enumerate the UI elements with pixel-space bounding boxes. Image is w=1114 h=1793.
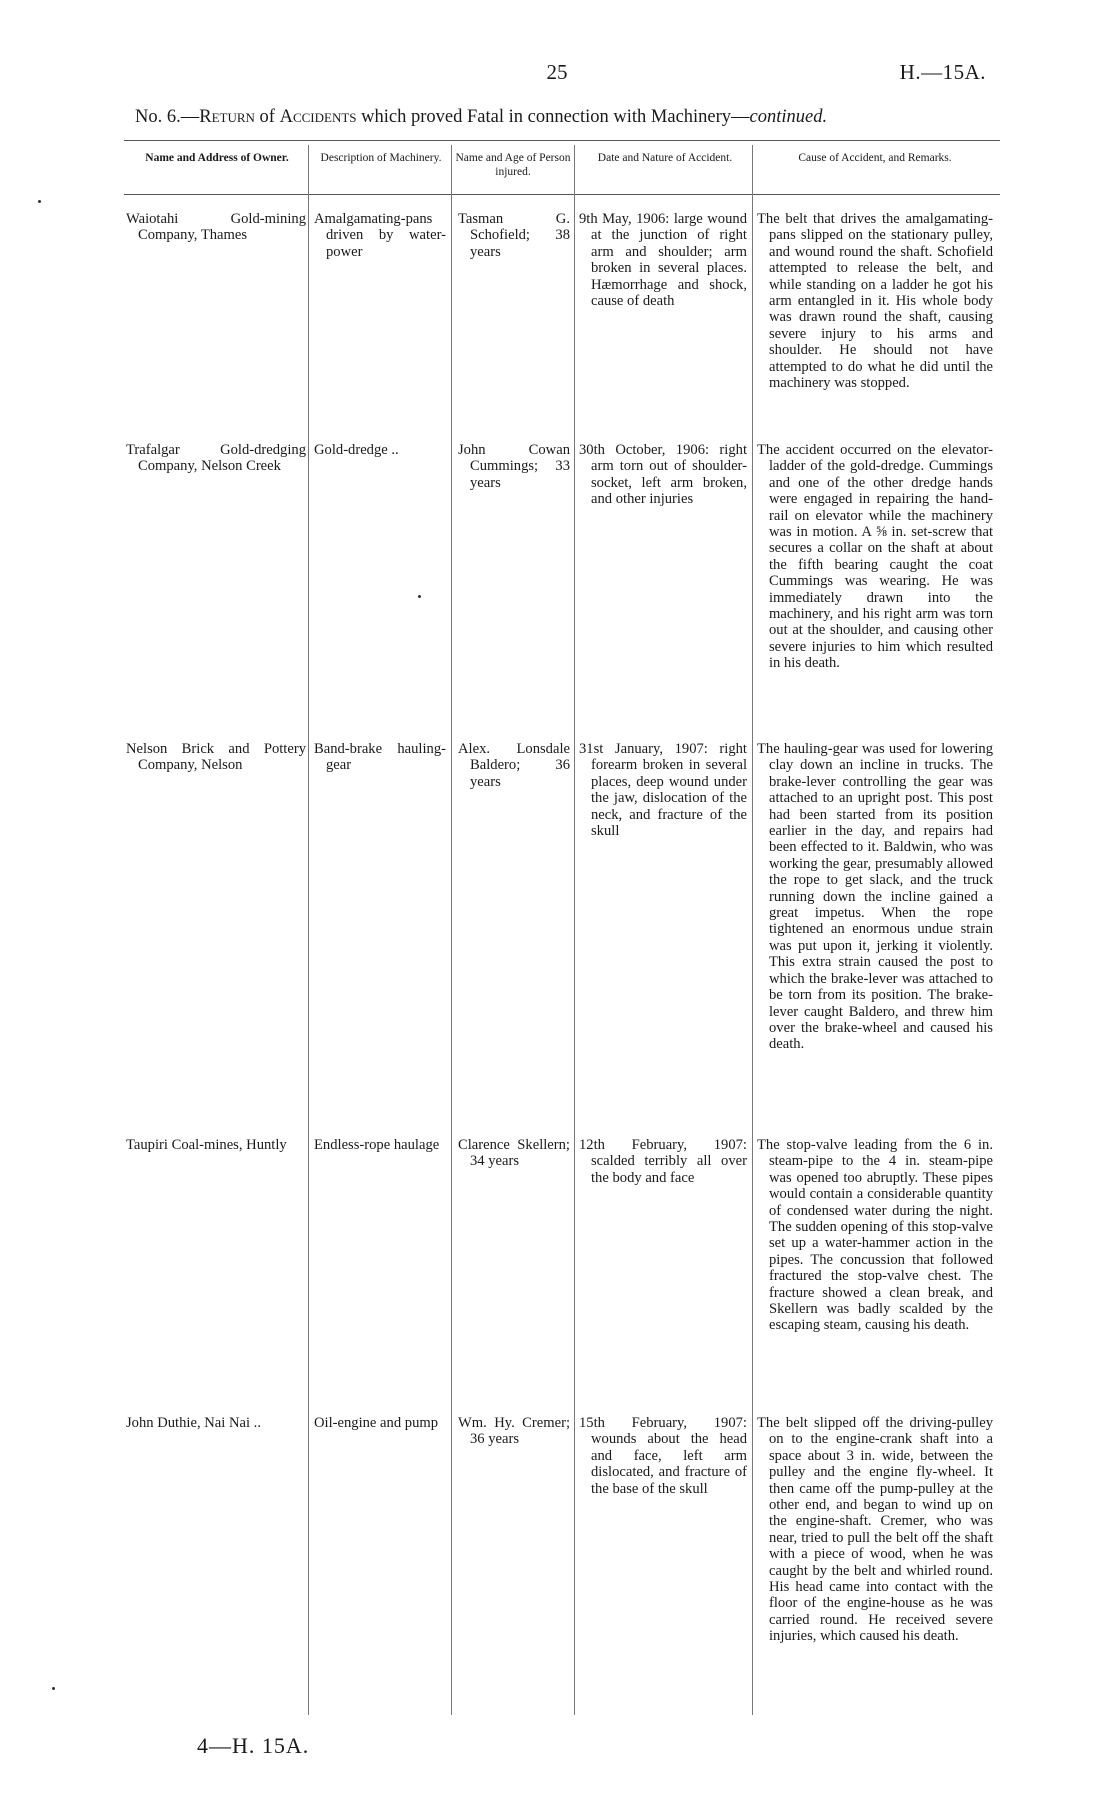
cause-cell: The accident occurred on the elevator-ladder of the gold-dredge. Cummings and one of the other dredge hands were engaged in repairing the hand-rail on elevator while the machinery was in motion. A ⅝ in. set-screw that secures a collar on the shaft at about the fifth bearing caught the coat Cummings was wearing. He was immediately drawn into the machinery, and his right arm was torn out at the shoulder, and causing other severe injuries to him which resulted in his death. (757, 442, 993, 672)
title-main: which proved Fatal in connection with Machinery— (356, 107, 750, 127)
table-title (135, 107, 1005, 128)
machinery-cell: Band-brake hauling-gear (314, 741, 446, 774)
column-header-machinery: Description of Machinery. (320, 152, 442, 164)
title-continued: continued. (749, 107, 828, 127)
margin-speck (52, 1687, 55, 1690)
cause-cell: The hauling-gear was used for lowering clay down an incline in trucks. The brake-lever controlling the gear was attached to an upright post. This post had been started from its position earlier in the day, and repairs had been effected to it. Baldwin, who was working the gear, presumably allowed the rope to get slack, and the truck running down the incline gained a great impetus. When the rope tightened an enormous undue strain was put upon it, jerking it violently. This extra strain caused the post to which the brake-lever was attached to be torn from its position. The brake-lever caught Baldero, and threw him over the brake-wheel and caused his death. (757, 741, 993, 1053)
date-cell: 12th February, 1907: scalded terribly all over the body and face (579, 1137, 747, 1186)
owner-cell: Nelson Brick and Pottery Company, Nelson (126, 741, 306, 774)
owner-cell: Waiotahi Gold-mining Company, Thames (126, 211, 306, 244)
column-header-person: Name and Age of Person injured. (455, 152, 571, 178)
person-cell: John Cowan Cummings; 33 years (458, 442, 570, 491)
person-cell: Wm. Hy. Cremer; 36 years (458, 1415, 570, 1448)
machinery-cell: Amalgamating-pans driven by water-power (314, 211, 446, 260)
footer-signature: 4—H. 15A. (197, 1733, 310, 1758)
margin-speck (38, 200, 41, 203)
column-header-cause: Cause of Accident, and Remarks. (798, 152, 952, 164)
margin-speck (418, 595, 421, 598)
machinery-cell: Oil-engine and pump (314, 1415, 439, 1431)
date-cell: 9th May, 1906: large wound at the junction of right arm and shoulder; arm broken in several places. Hæmorrhage and shock, cause of death (579, 211, 747, 310)
person-cell: Alex. Lonsdale Baldero; 36 years (458, 741, 570, 790)
date-cell: 30th October, 1906: right arm torn out of shoulder-socket, left arm broken, and other injuries (579, 442, 747, 508)
date-cell: 15th February, 1907: wounds about the head and face, left arm dislocated, and fracture of the base of the skull (579, 1415, 747, 1497)
machinery-cell: Gold-dredge .. (314, 442, 399, 458)
owner-cell: John Duthie, Nai Nai .. (126, 1415, 261, 1431)
cause-cell: The belt that drives the amalgamating-pans slipped on the stationary pulley, and wound round the shaft. Schofield attempted to release the belt, and while standing on a ladder he got his arm entangled in it. His whole body was drawn round the shaft, causing severe injury to his arms and shoulder. He should not have attempted to do what he did until the machinery was stopped. (757, 211, 993, 392)
column-divider (574, 145, 575, 1715)
column-header-owner: Name and Address of Owner. (145, 152, 289, 164)
machinery-cell: Endless-rope haulage (314, 1137, 440, 1153)
person-cell: Tasman G. Schofield; 38 years (458, 211, 570, 260)
date-cell: 31st January, 1907: right forearm broken in several places, deep wound under the jaw, dislocation of the neck, and fracture of the skull (579, 741, 747, 840)
title-accidents: Accidents (279, 107, 357, 127)
person-cell: Clarence Skellern; 34 years (458, 1137, 570, 1170)
header-rule (124, 194, 1000, 195)
owner-cell: Taupiri Coal-mines, Huntly (126, 1137, 287, 1153)
title-of: of (254, 107, 280, 127)
column-divider (451, 145, 452, 1715)
cause-cell: The stop-valve leading from the 6 in. steam-pipe to the 4 in. steam-pipe was opened too abruptly. These pipes would contain a considerable quantity of condensed water during the night. The sudden opening of this stop-valve set up a water-hammer action in the pipes. The concussion that followed fractured the stop-valve chest. The fracture showed a clean break, and Skellern was badly scalded by the escaping steam, causing his death. (757, 1137, 993, 1334)
cause-cell: The belt slipped off the driving-pulley on to the engine-crank shaft into a space about 3 in. wide, between the pulley and the engine fly-wheel. It then came off the pump-pulley at the other end, and began to wind up on the engine-shaft. Cremer, who was near, tried to pull the belt off the shaft with a piece of wood, when he was caught by the belt and whirled round. His head came into contact with the floor of the engine-house as he was carried round. He received severe injuries, which caused his death. (757, 1415, 993, 1645)
title-prefix: No. 6.— (135, 107, 200, 127)
page-number: 25 (546, 60, 568, 84)
title-return: Return (199, 107, 255, 127)
column-divider (752, 145, 753, 1715)
top-rule (124, 140, 1000, 141)
document-reference: H.—15A. (899, 60, 986, 84)
owner-cell: Trafalgar Gold-dredging Company, Nelson Creek (126, 442, 306, 475)
column-divider (308, 145, 309, 1715)
column-header-date: Date and Nature of Accident. (597, 152, 733, 164)
